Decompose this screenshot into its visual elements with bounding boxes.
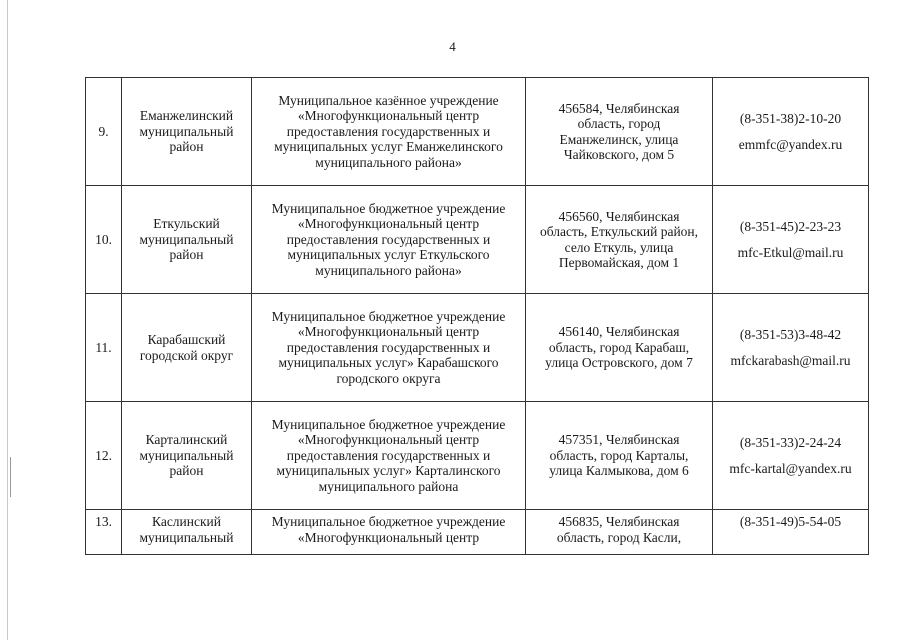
row-number: 10.	[86, 186, 122, 294]
email-address: mfc-kartal@yandex.ru	[729, 461, 852, 476]
contact-cell	[713, 510, 869, 555]
row-number: 11.	[86, 294, 122, 402]
phone-number: (8-351-49)5-54-05	[739, 514, 842, 529]
contact-cell	[713, 78, 869, 186]
institution-cell: Муниципальное бюджетное учреждение «Многофункциональный центр	[252, 510, 526, 555]
institution-cell: Муниципальное бюджетное учреждение «Многофункциональный центр предоставления государственных и муниципальных услуг Еткульского муниципального района»	[252, 186, 526, 294]
scan-page-edge	[7, 0, 8, 640]
address-cell: 456560, Челябинская область, Еткульский район, село Еткуль, улица Первомайская, дом 1	[526, 186, 713, 294]
institution-cell: Муниципальное бюджетное учреждение «Многофункциональный центр предоставления государственных и муниципальных услуг» Карабашского городского округа	[252, 294, 526, 402]
institution-cell: Муниципальное казённое учреждение «Многофункциональный центр предоставления государственных и муниципальных услуг Еманжелинского муниципального района»	[252, 78, 526, 186]
mfc-registry-table	[85, 77, 869, 555]
row-number: 13.	[86, 510, 122, 555]
contact-cell	[713, 186, 869, 294]
address-cell: 457351, Челябинская область, город Карталы, улица Калмыкова, дом 6	[526, 402, 713, 510]
address-cell: 456140, Челябинская область, город Карабаш, улица Островского, дом 7	[526, 294, 713, 402]
table-row	[86, 78, 869, 186]
email-address: mfc-Etkul@mail.ru	[737, 245, 844, 260]
table-row	[86, 186, 869, 294]
email-address: emmfc@yandex.ru	[738, 137, 843, 152]
contact-cell	[713, 294, 869, 402]
scan-margin-mark	[10, 457, 11, 497]
district-cell: Карталинский муниципальный район	[122, 402, 252, 510]
table-row	[86, 402, 869, 510]
page-number: 4	[449, 39, 456, 54]
institution-cell: Муниципальное бюджетное учреждение «Многофункциональный центр предоставления государственных и муниципальных услуг» Карталинского муниципального района	[252, 402, 526, 510]
phone-number: (8-351-33)2-24-24	[739, 434, 842, 450]
table-row	[86, 294, 869, 402]
email-address: mfckarabash@mail.ru	[730, 353, 851, 368]
district-cell: Карабашский городской округ	[122, 294, 252, 402]
phone-number: (8-351-38)2-10-20	[739, 110, 842, 126]
district-cell: Еткульский муниципальный район	[122, 186, 252, 294]
address-cell: 456584, Челябинская область, город Еманжелинск, улица Чайковского, дом 5	[526, 78, 713, 186]
row-number: 9.	[86, 78, 122, 186]
phone-number: (8-351-45)2-23-23	[739, 218, 842, 234]
table-row	[86, 510, 869, 555]
phone-number: (8-351-53)3-48-42	[739, 326, 842, 342]
contact-cell	[713, 402, 869, 510]
row-number: 12.	[86, 402, 122, 510]
district-cell: Каслинский муниципальный	[122, 510, 252, 555]
district-cell: Еманжелинский муниципальный район	[122, 78, 252, 186]
address-cell: 456835, Челябинская область, город Касли,	[526, 510, 713, 555]
